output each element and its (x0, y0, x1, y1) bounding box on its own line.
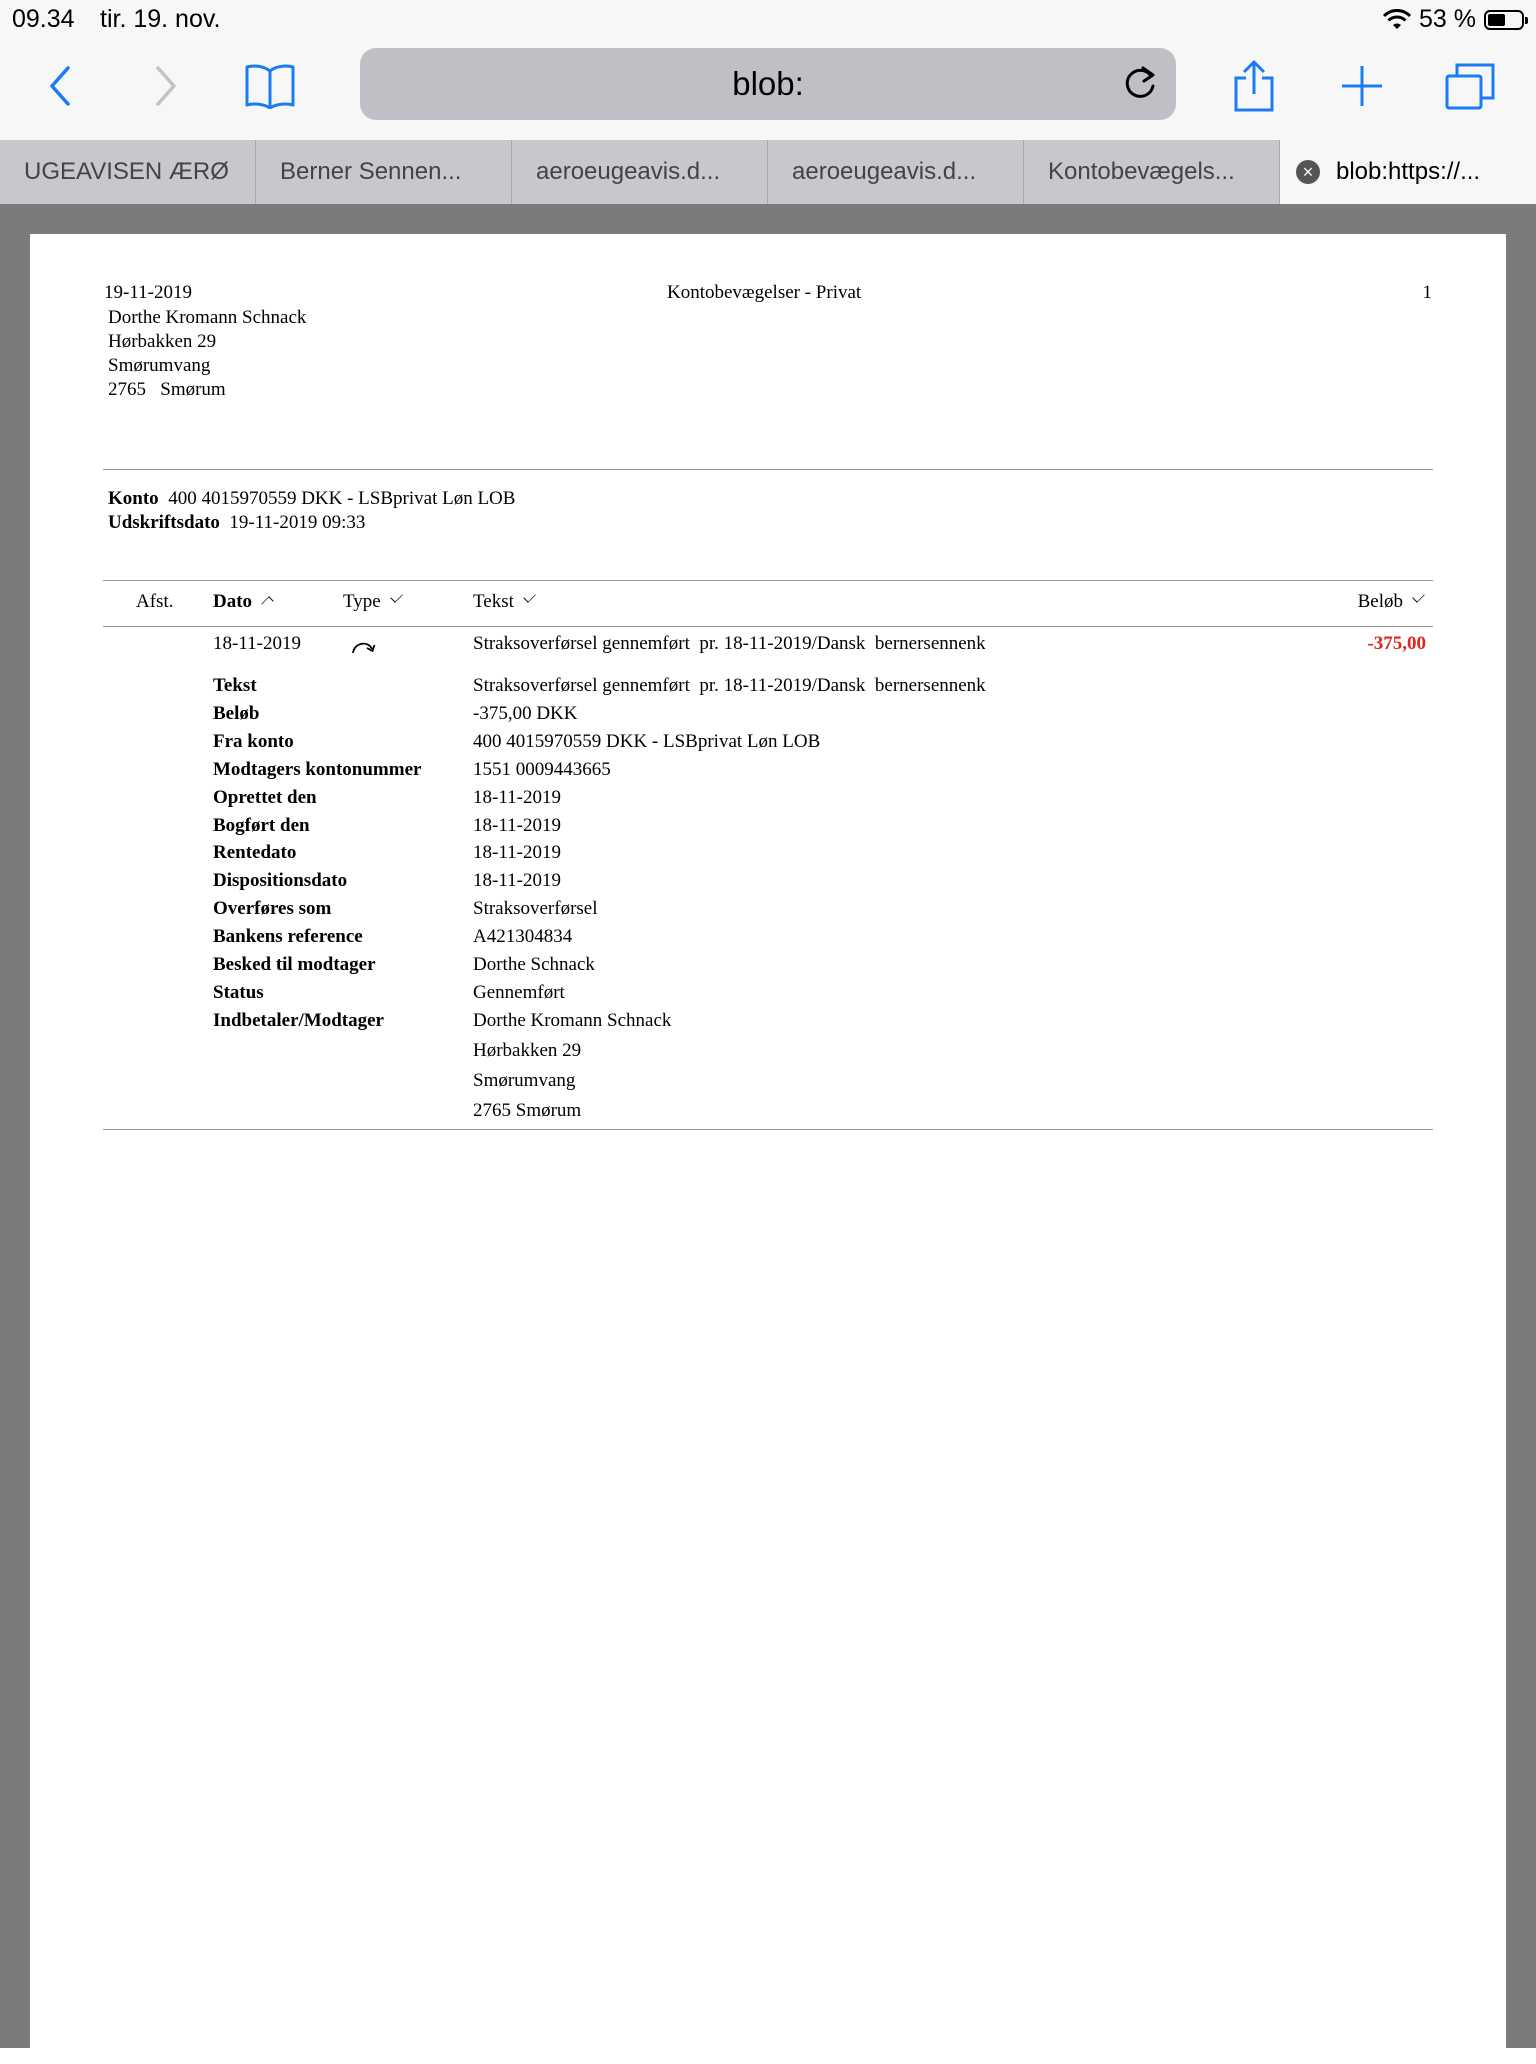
udskriftsdato-label: Udskriftsdato (108, 512, 220, 533)
detail-label: Bankens reference (213, 926, 363, 947)
detail-label: Indbetaler/Modtager (213, 1010, 384, 1031)
share-icon (1232, 60, 1276, 112)
detail-value: 18-11-2019 (473, 815, 561, 836)
detail-label: Bogført den (213, 815, 310, 836)
konto-label: Konto (108, 488, 159, 509)
chevron-left-icon (48, 66, 72, 106)
detail-value: 1551 0009443665 (473, 759, 611, 780)
detail-label: Overføres som (213, 898, 332, 919)
tab-kontobevaegelser[interactable]: Kontobevægels... (1024, 140, 1280, 204)
detail-label: Beløb (213, 703, 260, 724)
battery-percent: 53 % (1419, 5, 1476, 33)
back-button[interactable] (32, 58, 88, 114)
transfer-arrow-icon (350, 638, 376, 656)
divider (103, 580, 1433, 581)
wifi-icon (1383, 9, 1411, 31)
detail-label: Modtagers kontonummer (213, 759, 422, 780)
browser-toolbar (0, 38, 1536, 140)
plus-icon (1340, 64, 1384, 108)
tab-blob-label: blob:https://... (1336, 158, 1481, 185)
column-tekst[interactable] (473, 591, 535, 613)
column-tekst-label: Tekst (473, 591, 514, 612)
reload-icon[interactable] (1118, 62, 1162, 106)
detail-value: Dorthe Kromann Schnack (473, 1010, 672, 1031)
column-afst: Afst. (136, 591, 174, 612)
chevron-down-icon (523, 590, 535, 602)
tab-blob-active[interactable] (1280, 140, 1536, 204)
pdf-viewer[interactable] (0, 204, 1536, 2048)
transaction-text: Straksoverførsel gennemført pr. 18-11-2019/Dansk bernersennenk (473, 633, 986, 654)
transaction-amount: -375,00 (1367, 633, 1426, 654)
recipient-area: Smørumvang (473, 1070, 576, 1091)
tabs-overview-button[interactable] (1442, 58, 1498, 114)
column-beloeb-label: Beløb (1357, 591, 1403, 612)
detail-label: Besked til modtager (213, 954, 376, 975)
detail-value: 18-11-2019 (473, 870, 561, 891)
detail-value: A421304834 (473, 926, 573, 947)
udskriftsdato-value: 19-11-2019 09:33 (229, 512, 366, 533)
detail-value: Gennemført (473, 982, 565, 1003)
sort-ascending-icon (261, 596, 273, 608)
column-type-label: Type (343, 591, 381, 612)
detail-label: Tekst (213, 675, 257, 696)
detail-value: 400 4015970559 DKK - LSBprivat Løn LOB (473, 731, 821, 752)
address-area: Smørumvang (108, 355, 211, 376)
address-city: 2765 Smørum (108, 379, 226, 400)
address-name: Dorthe Kromann Schnack (108, 307, 307, 328)
detail-label: Fra konto (213, 731, 294, 752)
battery-icon (1484, 10, 1524, 30)
tab-ugeavisen[interactable]: UGEAVISEN ÆRØ (0, 140, 256, 204)
address-bar[interactable] (360, 48, 1176, 120)
detail-label: Oprettet den (213, 787, 317, 808)
detail-value: 18-11-2019 (473, 787, 561, 808)
close-tab-icon[interactable]: × (1296, 160, 1320, 184)
account-line (108, 488, 515, 510)
recipient-city: 2765 Smørum (473, 1100, 582, 1121)
bookmarks-button[interactable] (242, 58, 298, 114)
chevron-down-icon (390, 590, 402, 602)
status-right (1383, 5, 1524, 34)
tabs-icon (1444, 62, 1496, 110)
chevron-right-icon (154, 66, 178, 106)
url-text: blob: (732, 65, 804, 102)
forward-button[interactable] (138, 58, 194, 114)
konto-value: 400 4015970559 DKK - LSBprivat Løn LOB (168, 488, 516, 509)
chevron-down-icon (1412, 590, 1424, 602)
tab-bar (0, 140, 1536, 205)
document-page (30, 234, 1506, 2064)
divider (103, 626, 1433, 627)
status-time: 09.34 (12, 5, 75, 33)
column-dato-label: Dato (213, 591, 253, 612)
status-bar (0, 0, 1536, 38)
page-number: 1 (1422, 282, 1432, 303)
detail-label: Dispositionsdato (213, 870, 348, 891)
tab-aeroeugeavis-2[interactable]: aeroeugeavis.d... (768, 140, 1024, 204)
detail-value: 18-11-2019 (473, 842, 561, 863)
share-button[interactable] (1226, 58, 1282, 114)
detail-value: Dorthe Schnack (473, 954, 595, 975)
header-date: 19-11-2019 (104, 282, 192, 303)
status-date: tir. 19. nov. (100, 5, 221, 33)
column-type[interactable] (343, 591, 402, 613)
battery-fill (1488, 14, 1505, 26)
book-icon (244, 63, 296, 109)
recipient-street: Hørbakken 29 (473, 1040, 582, 1061)
print-date-line (108, 512, 365, 534)
detail-label: Rentedato (213, 842, 297, 863)
document-title: Kontobevægelser - Privat (667, 282, 862, 303)
address-street: Hørbakken 29 (108, 331, 217, 352)
tab-berner-sennen[interactable]: Berner Sennen... (256, 140, 512, 204)
new-tab-button[interactable] (1334, 58, 1390, 114)
detail-value: Straksoverførsel (473, 898, 598, 919)
column-dato[interactable] (213, 591, 273, 613)
detail-label: Status (213, 982, 264, 1003)
tab-aeroeugeavis-1[interactable]: aeroeugeavis.d... (512, 140, 768, 204)
detail-value: -375,00 DKK (473, 703, 578, 724)
divider (103, 469, 1433, 470)
detail-value: Straksoverførsel gennemført pr. 18-11-2019/Dansk bernersennenk (473, 675, 986, 696)
transaction-date: 18-11-2019 (213, 633, 301, 654)
column-beloeb[interactable] (1358, 591, 1424, 613)
divider (103, 1129, 1433, 1130)
